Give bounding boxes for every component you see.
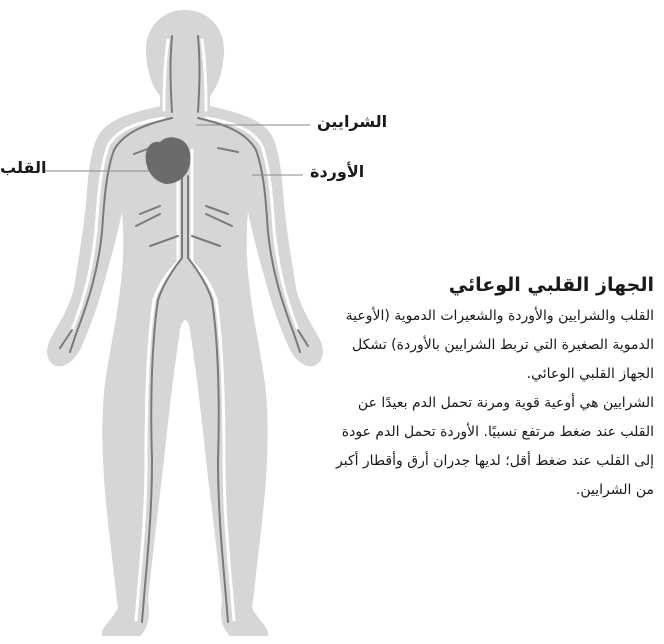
description-block	[330, 274, 654, 505]
description-paragraph-2: الشرايين هي أوعية قوية ومرنة تحمل الدم بعيدًا عن القلب عند ضغط مرتفع نسبيًا. الأوردة تحمل الدم عودة إلى القلب عند ضغط أقل؛ لديها جدران أرق وأقطار أكبر من الشرايين.	[335, 395, 654, 498]
label-veins: الأوردة	[310, 162, 365, 181]
body-silhouette	[47, 10, 323, 636]
label-arteries: الشرايين	[317, 112, 388, 131]
description-title: الجهاز القلبي الوعائي	[448, 274, 654, 296]
label-heart: القلب	[0, 158, 47, 177]
description-paragraph-1: القلب والشرايين والأوردة والشعيرات الدموية (الأوعية الدموية الصغيرة التي تربط الشرايين بالأوردة) تشكل الجهاز القلبي الوعائي.	[345, 308, 654, 382]
